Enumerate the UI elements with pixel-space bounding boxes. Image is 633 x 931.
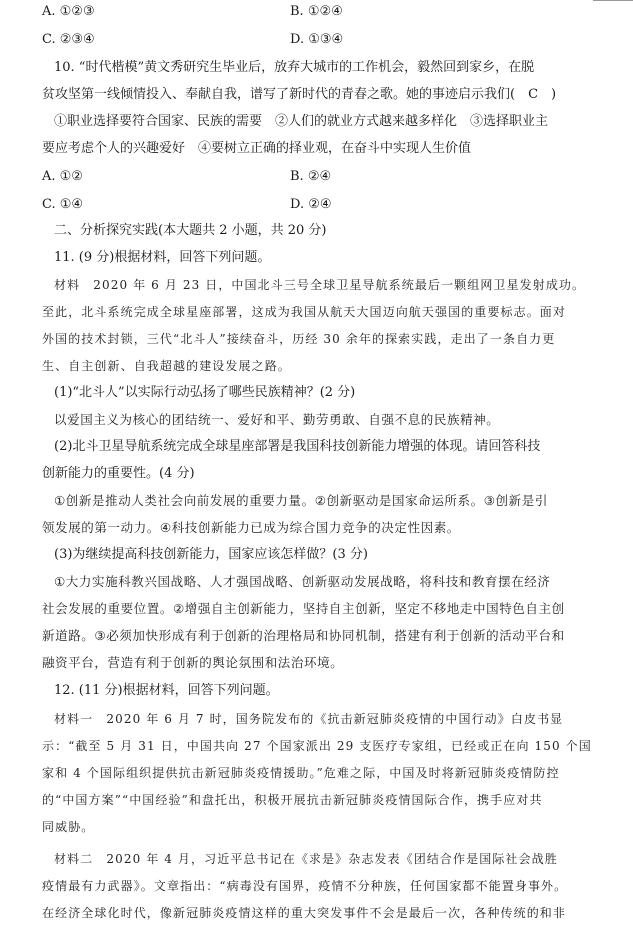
q12-material-1-line: 材料一 2020 年 6 月 7 时，国务院发布的《抗击新冠肺炎疫情的中国行动》白皮书显 [54, 712, 564, 726]
q11-answer-3-line: 新道路。③必须加快形成有利于创新的治理格局和协同机制，搭建有利于创新的活动平台和 [42, 628, 565, 643]
q11-material-line: 生、自主创新、自我超越的建设发展之路。 [42, 359, 291, 373]
q10-option-d: D. ②④ [290, 197, 332, 212]
q11-subquestion-1: (1)“北斗人”以实际行动弘扬了哪些民族精神？(2 分) [54, 385, 356, 400]
q11-answer-2-line: 领发展的第一动力。④科技创新能力已成为综合国力竞争的决定性因素。 [42, 520, 460, 535]
q11-subquestion-2-line-1: (2)北斗卫星导航系统完成全球星座部署是我国科技创新能力增强的体现。请回答科技 [54, 439, 541, 454]
q12-material-2-line: 在经济全球化时代，像新冠肺炎疫情这样的重大突发事件不会是最后一次，各种传统的和非 [42, 906, 567, 920]
q11-answer-3-line: ①大力实施科教兴国战略、人才强国战略、创新驱动发展战略，将科技和教育摆在经济 [54, 574, 551, 589]
q11-answer-3-line: 融资平台，营造有利于创新的舆论氛围和法治环境。 [42, 655, 344, 670]
q12-material-2-line: 疫情最有力武器》。文章指出：“病毒没有国界，疫情不分种族，任何国家都不能置身事外。 [42, 879, 568, 893]
page-corner-line [593, 0, 633, 1]
q11-subquestion-2-line-2: 创新能力的重要性。(4 分) [42, 466, 195, 481]
option-b-top: B. ①②④ [290, 4, 343, 19]
q11-material-line: 外国的技术封锁，三代“北斗人”接续奋斗，历经 30 余年的探索实践，走出了一条自力更 [42, 332, 556, 346]
q10-line-1: 10. “时代楷模”黄文秀研究生毕业后，放弃大城市的工作机会，毅然回到家乡，在脱 [54, 60, 535, 75]
q12-material-1-line: 同威胁。 [42, 820, 95, 834]
q10-option-b: B. ②④ [290, 169, 332, 184]
q11-material-line: 至此，北斗系统完成全球星座部署，这成为我国从航天大国迈向航天强国的重要标志。面对 [42, 305, 567, 319]
option-c-top: C. ②③④ [42, 32, 95, 47]
q12-title: 12. (11 分)根据材料，回答下列问题。 [54, 683, 279, 698]
q11-title: 11. (9 分)根据材料，回答下列问题。 [54, 250, 271, 265]
q11-material-line: 材料 2020 年 6 月 23 日，中国北斗三号全球卫星导航系统最后一颗组网卫星发射成功。 [54, 278, 586, 292]
q10-statement-2: 要应考虑个人的兴趣爱好 ④要树立正确的择业观，在奋斗中实现人生价值 [42, 141, 472, 156]
q12-material-1-line: 示：“截至 5 月 31 日，中国共向 27 个国家派出 29 支医疗专家组，已经或正在向 150 个国 [42, 739, 592, 753]
option-a-top: A. ①②③ [42, 4, 95, 19]
q12-material-2-line: 材料二 2020 年 4 月，习近平总书记在《求是》杂志发表《团结合作是国际社会战胜 [54, 852, 558, 866]
q11-answer-2-line: ①创新是推动人类社会向前发展的重要力量。②创新驱动是国家命运所系。③创新是引 [54, 493, 548, 508]
q11-answer-3-line: 社会发展的重要位置。②增强自主创新能力，坚持自主创新，坚定不移地走中国特色自主创 [42, 601, 565, 616]
q11-subquestion-3: (3)为继续提高科技创新能力，国家应该怎样做？(3 分) [54, 547, 368, 562]
q12-material-1-line: 家和 4 个国际组织提供抗击新冠肺炎疫情援助。”危难之际，中国及时将新冠肺炎疫情防控 [42, 766, 560, 780]
q11-answer-1: 以爱国主义为核心的团结统一、爱好和平、勤劳勇敢、自强不息的民族精神。 [54, 412, 500, 427]
q10-line-2: 贫攻坚第一线倾情投入、奉献自我，谱写了新时代的青春之歌。她的事迹启示我们( C ) [42, 87, 557, 102]
q10-option-a: A. ①② [42, 169, 83, 184]
q12-material-1-line: 的“中国方案”“中国经验”和盘托出，积极开展抗击新冠肺炎疫情国际合作，携手应对共 [42, 793, 543, 807]
section-2-header: 二、分析探究实践(本大题共 2 小题，共 20 分) [54, 223, 327, 238]
option-d-top: D. ①③④ [290, 32, 344, 47]
q10-option-c: C. ①④ [42, 197, 84, 212]
q10-statement-1: ①职业选择要符合国家、民族的需要 ②人们的就业方式越来越多样化 ③选择职业主 [54, 114, 549, 129]
